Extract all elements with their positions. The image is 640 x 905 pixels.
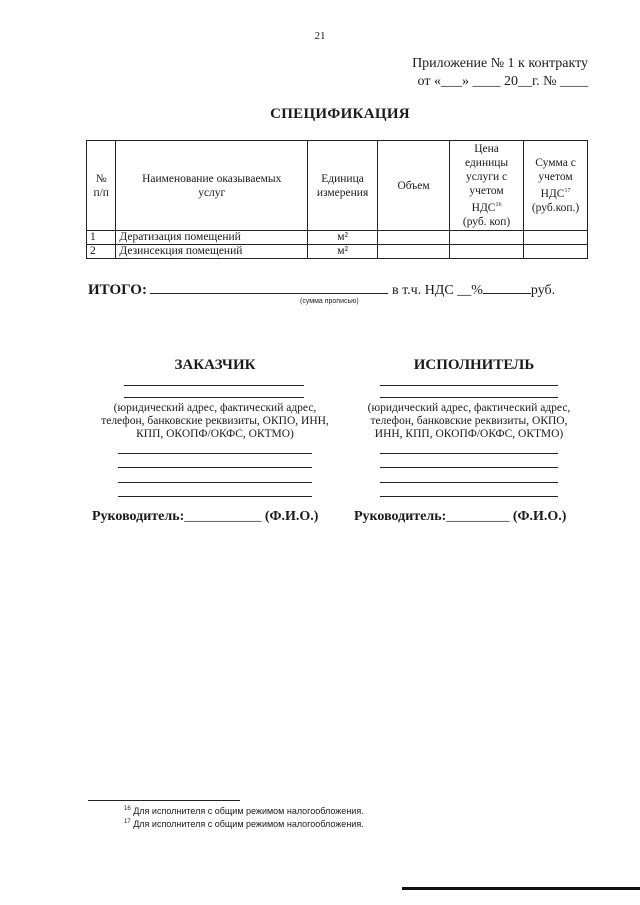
row-price [450,245,524,259]
contractor-signature [354,509,566,525]
header-num: № п/п [87,141,116,231]
customer-name-line [124,385,304,386]
page-number: 21 [314,30,326,42]
contractor-fio: (Ф.И.О.) [512,509,567,524]
row-volume [378,231,450,245]
annex-reference: Приложение № 1 к контракту [412,56,588,71]
customer-signature-blank: ___________ [184,509,262,524]
footnote-divider [88,800,240,801]
header-service-name: Наименование оказываемых услуг [116,141,308,231]
header-total-sum: Сумма с учетом НДС$^{17}$ (руб.коп.) [524,141,588,231]
totals-label: ИТОГО: [88,282,147,298]
customer-requisites-hint: (юридический адрес, фактический адрес, телефон, банковские реквизиты, ОКПО, ИНН, КПП, ОКОПФ/ОКФС, ОКТМО) [101,402,329,440]
header-volume: Объем [378,141,450,231]
row-service-name: Дезинсекция помещений [116,245,308,259]
customer-name-line [124,397,304,398]
vat-amount-blank [483,281,531,294]
specification-table [86,140,588,259]
customer-fio: (Ф.И.О.) [264,509,319,524]
customer-requisites-line [118,453,312,454]
customer-requisites-line [118,496,312,497]
table-row [87,245,588,259]
contractor-name-line [380,397,558,398]
contractor-requisites-line [380,467,558,468]
totals-line [88,281,588,299]
row-num: 2 [87,245,116,259]
row-volume [378,245,450,259]
customer-requisites-line [118,467,312,468]
vat-text: в т.ч. НДС __% [391,283,483,298]
row-price [450,231,524,245]
customer-requisites-line [118,482,312,483]
table-header-row [87,141,588,231]
amount-in-words-hint: (сумма прописью) [300,298,359,305]
header-unit-price: Цена единицы услуги с учетом НДС$^{16}$ (руб. коп) [450,141,524,231]
row-service-name: Дератизация помещений [116,231,308,245]
contractor-title: ИСПОЛНИТЕЛЬ [413,357,535,373]
table-row [87,231,588,245]
row-total [524,245,588,259]
contractor-requisites-line [380,496,558,497]
contractor-requisites-line [380,453,558,454]
customer-title: ЗАКАЗЧИК [174,357,256,373]
footnote-16: $^{16}$ Для исполнителя с общим режимом налогообложения. [124,806,364,816]
contractor-requisites-line [380,482,558,483]
contractor-signature-label: Руководитель: [354,509,447,524]
footnote-17: $^{17}$ Для исполнителя с общим режимом налогообложения. [124,819,364,829]
customer-signature-label: Руководитель: [92,509,185,524]
row-unit: м² [308,231,378,245]
customer-signature [92,509,318,525]
row-unit: м² [308,245,378,259]
contractor-name-line [380,385,558,386]
scan-edge-mark [402,887,640,890]
contractor-requisites-hint: (юридический адрес, фактический адрес, телефон, банковские реквизиты, ОКПО, ИНН, КПП, ОКОПФ/ОКФС, ОКТМО) [367,402,571,440]
row-total [524,231,588,245]
header-unit: Единица измерения [308,141,378,231]
currency: руб. [530,283,556,298]
annex-contract-date: от «___» ____ 20__г. № ____ [417,74,588,89]
row-num: 1 [87,231,116,245]
amount-in-words-blank [150,281,388,294]
document-title: СПЕЦИФИКАЦИЯ [270,106,410,122]
contractor-signature-blank: _________ [446,509,510,524]
